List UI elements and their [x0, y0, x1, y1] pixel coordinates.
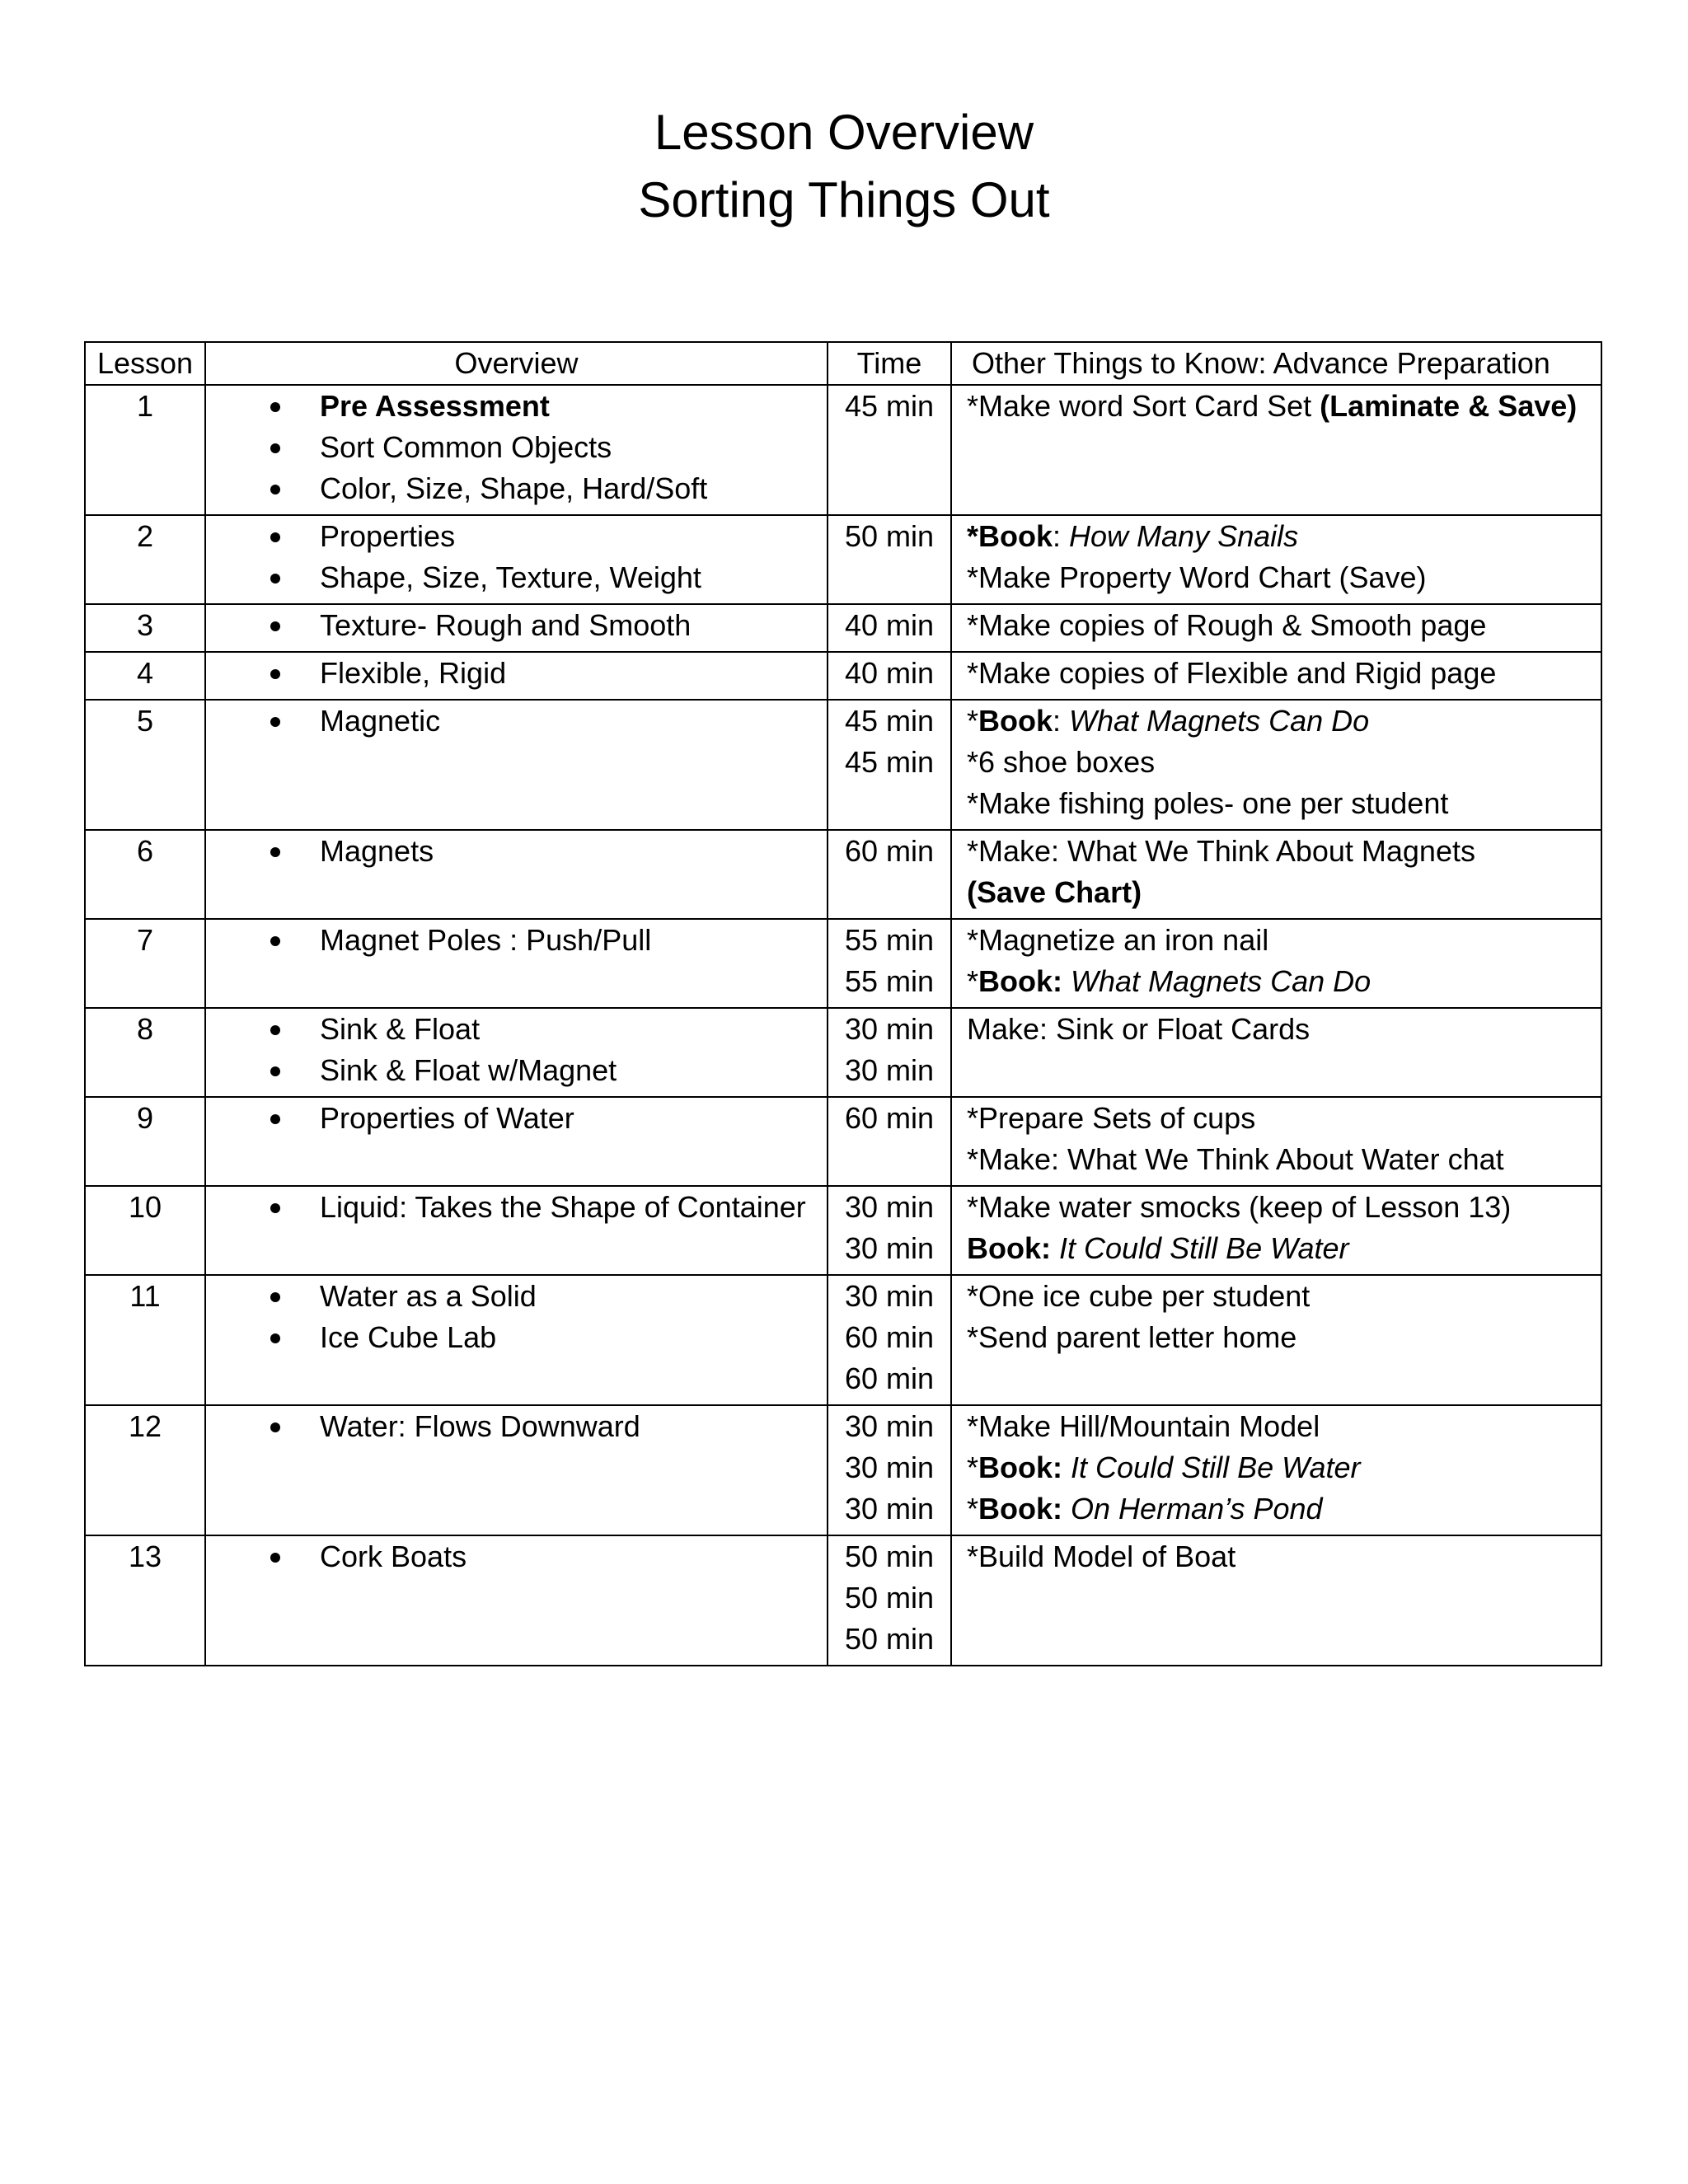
- overview-cell: [205, 1535, 828, 1666]
- emphasis-text: Book:: [978, 1451, 1063, 1484]
- overview-list: [206, 516, 827, 598]
- time-cell: [828, 700, 951, 830]
- table-row: [85, 830, 1601, 919]
- note-text: *Make fishing poles- one per student: [967, 786, 1449, 820]
- preparation-note: [967, 961, 1596, 1002]
- overview-cell: [205, 1275, 828, 1405]
- table-row: [85, 700, 1601, 830]
- preparation-cell: [951, 700, 1601, 830]
- overview-item-text: Sort Common Objects: [320, 430, 612, 464]
- time-value: 55 min: [844, 923, 935, 957]
- bullet-icon: [270, 1025, 280, 1035]
- overview-list: [206, 386, 827, 509]
- time-value: 30 min: [844, 1190, 935, 1224]
- bullet-icon: [270, 485, 280, 494]
- overview-item: [206, 1276, 827, 1317]
- overview-list: [206, 1187, 827, 1228]
- note-text: *: [967, 1492, 979, 1526]
- note-text: [1051, 1231, 1059, 1265]
- time-cell: [828, 919, 951, 1008]
- preparation-note: [967, 653, 1596, 694]
- time-value: 60 min: [844, 834, 935, 868]
- preparation-cell: [951, 515, 1601, 604]
- overview-item-text: Sink & Float w/Magnet: [320, 1053, 617, 1087]
- note-text: *Make Property Word Chart (Save): [967, 560, 1427, 594]
- note-text: *Make: What We Think About Water chat: [967, 1142, 1504, 1176]
- time-cell: [828, 830, 951, 919]
- bullet-icon: [270, 1066, 280, 1076]
- time-value: 60 min: [844, 1361, 935, 1395]
- emphasis-text: Book: [978, 704, 1053, 738]
- overview-list: [206, 1406, 827, 1447]
- table-row: [85, 515, 1601, 604]
- overview-list: [206, 920, 827, 961]
- overview-cell: [205, 652, 828, 700]
- preparation-note: [967, 1276, 1596, 1317]
- preparation-note: [967, 742, 1596, 783]
- overview-cell: [205, 1097, 828, 1186]
- note-text: *: [967, 704, 979, 738]
- preparation-cell: [951, 1008, 1601, 1097]
- bullet-icon: [270, 1333, 280, 1343]
- overview-item: [206, 516, 827, 557]
- bullet-icon: [270, 443, 280, 453]
- preparation-note: [967, 1098, 1596, 1139]
- preparation-cell: [951, 652, 1601, 700]
- preparation-cell: [951, 1535, 1601, 1666]
- overview-item-text: Water: Flows Downward: [320, 1409, 640, 1443]
- column-header-overview: Overview: [205, 342, 828, 385]
- bullet-icon: [270, 574, 280, 583]
- preparation-cell: [951, 385, 1601, 515]
- book-title: What Magnets Can Do: [1069, 704, 1370, 738]
- preparation-note: [967, 1317, 1596, 1358]
- overview-item: [206, 468, 827, 509]
- lesson-number-cell: 13: [85, 1535, 205, 1666]
- time-value: 45 min: [844, 389, 935, 423]
- time-cell: [828, 515, 951, 604]
- lesson-number-cell: 9: [85, 1097, 205, 1186]
- time-cell: [828, 385, 951, 515]
- bullet-icon: [270, 621, 280, 631]
- note-text: :: [1053, 519, 1070, 553]
- time-cell: [828, 1405, 951, 1535]
- overview-item: [206, 1536, 827, 1577]
- time-value: 60 min: [844, 1320, 935, 1354]
- book-title: It Could Still Be Water: [1071, 1451, 1361, 1484]
- overview-list: [206, 1536, 827, 1577]
- overview-item-text: Properties: [320, 519, 456, 553]
- time-value: 50 min: [844, 1622, 935, 1656]
- time-value: 30 min: [844, 1053, 935, 1087]
- note-text: [1062, 964, 1071, 998]
- lesson-number-cell: 8: [85, 1008, 205, 1097]
- time-value: 30 min: [844, 1409, 935, 1443]
- lesson-number-cell: 6: [85, 830, 205, 919]
- preparation-note: [967, 1406, 1596, 1447]
- emphasis-text: Book:: [978, 964, 1063, 998]
- time-value: 30 min: [844, 1451, 935, 1484]
- time-cell: [828, 1275, 951, 1405]
- note-text: *Make word Sort Card Set: [967, 389, 1320, 423]
- lesson-number-cell: 12: [85, 1405, 205, 1535]
- time-value: 40 min: [844, 656, 935, 690]
- preparation-note: [967, 1139, 1596, 1180]
- time-value: 60 min: [844, 1101, 935, 1135]
- note-text: Make: Sink or Float Cards: [967, 1012, 1311, 1046]
- overview-cell: [205, 1008, 828, 1097]
- note-text: :: [1053, 704, 1070, 738]
- overview-item: [206, 1187, 827, 1228]
- table-row: [85, 1535, 1601, 1666]
- page-title: Lesson Overview: [654, 105, 1034, 160]
- note-text: [1062, 1492, 1071, 1526]
- note-text: *Prepare Sets of cups: [967, 1101, 1256, 1135]
- lesson-overview-table: [84, 341, 1602, 1666]
- time-cell: [828, 604, 951, 652]
- overview-cell: [205, 515, 828, 604]
- overview-item-text: Texture- Rough and Smooth: [320, 608, 692, 642]
- lesson-number-cell: 3: [85, 604, 205, 652]
- preparation-note: [967, 1488, 1596, 1530]
- overview-cell: [205, 1405, 828, 1535]
- overview-item: [206, 920, 827, 961]
- overview-item: [206, 1317, 827, 1358]
- table-row: [85, 604, 1601, 652]
- overview-list: [206, 831, 827, 872]
- preparation-note: [967, 920, 1596, 961]
- lesson-number-cell: 4: [85, 652, 205, 700]
- note-text: *6 shoe boxes: [967, 745, 1156, 779]
- emphasis-text: Book:: [978, 1492, 1063, 1526]
- preparation-note: [967, 1536, 1596, 1577]
- overview-item: [206, 1098, 827, 1139]
- overview-item-text: Flexible, Rigid: [320, 656, 507, 690]
- preparation-note: [967, 1009, 1596, 1050]
- book-title: How Many Snails: [1069, 519, 1299, 553]
- note-text: *Send parent letter home: [967, 1320, 1297, 1354]
- preparation-cell: [951, 1097, 1601, 1186]
- overview-list: [206, 701, 827, 742]
- time-value: 30 min: [844, 1279, 935, 1313]
- preparation-cell: [951, 1186, 1601, 1275]
- overview-item: [206, 1406, 827, 1447]
- overview-item-text: Cork Boats: [320, 1540, 467, 1573]
- table-row: [85, 1186, 1601, 1275]
- preparation-note: [967, 701, 1596, 742]
- overview-cell: [205, 919, 828, 1008]
- lesson-number-cell: 5: [85, 700, 205, 830]
- emphasis-text: (Save Chart): [967, 875, 1142, 909]
- time-cell: [828, 652, 951, 700]
- overview-item: [206, 1009, 827, 1050]
- preparation-note: [967, 1228, 1596, 1269]
- overview-cell: [205, 1186, 828, 1275]
- column-header-lesson: Lesson: [85, 342, 205, 385]
- overview-item: [206, 605, 827, 646]
- preparation-note: [967, 1187, 1596, 1228]
- overview-item: [206, 386, 827, 427]
- column-header-time: Time: [828, 342, 951, 385]
- overview-list: [206, 1098, 827, 1139]
- bullet-icon: [270, 532, 280, 542]
- overview-item-text: Magnets: [320, 834, 434, 868]
- page-subtitle: Sorting Things Out: [638, 172, 1050, 227]
- time-value: 50 min: [844, 519, 935, 553]
- overview-item: [206, 653, 827, 694]
- emphasis-text: *Book: [967, 519, 1053, 553]
- preparation-note: [967, 516, 1596, 557]
- time-cell: [828, 1535, 951, 1666]
- overview-cell: [205, 830, 828, 919]
- emphasis-text: (Laminate & Save): [1320, 389, 1578, 423]
- preparation-cell: [951, 1405, 1601, 1535]
- overview-cell: [205, 385, 828, 515]
- preparation-cell: [951, 919, 1601, 1008]
- bullet-icon: [270, 669, 280, 679]
- preparation-note: [967, 386, 1596, 427]
- preparation-cell: [951, 830, 1601, 919]
- table-row: [85, 1008, 1601, 1097]
- overview-item-text: Color, Size, Shape, Hard/Soft: [320, 471, 708, 505]
- note-text: *Make copies of Flexible and Rigid page: [967, 656, 1497, 690]
- note-text: *Build Model of Boat: [967, 1540, 1236, 1573]
- table-row: [85, 1097, 1601, 1186]
- overview-list: [206, 1276, 827, 1358]
- overview-item-text: Liquid: Takes the Shape of Container: [320, 1190, 806, 1224]
- note-text: *Make copies of Rough & Smooth page: [967, 608, 1487, 642]
- overview-list: [206, 1009, 827, 1091]
- time-value: 45 min: [844, 704, 935, 738]
- book-title: What Magnets Can Do: [1071, 964, 1372, 998]
- overview-list: [206, 605, 827, 646]
- preparation-cell: [951, 1275, 1601, 1405]
- book-title: On Herman’s Pond: [1071, 1492, 1323, 1526]
- table-header-row: [85, 342, 1601, 385]
- time-cell: [828, 1186, 951, 1275]
- book-title: It Could Still Be Water: [1059, 1231, 1349, 1265]
- note-text: [1062, 1451, 1071, 1484]
- overview-item-text: Pre Assessment: [320, 389, 550, 423]
- overview-item-text: Magnet Poles : Push/Pull: [320, 923, 652, 957]
- bullet-icon: [270, 936, 280, 946]
- overview-item-text: Sink & Float: [320, 1012, 481, 1046]
- preparation-note: [967, 605, 1596, 646]
- overview-item-text: Magnetic: [320, 704, 441, 738]
- overview-item-text: Properties of Water: [320, 1101, 574, 1135]
- time-value: 50 min: [844, 1581, 935, 1615]
- column-header-advance-preparation: Other Things to Know: Advance Preparation: [951, 342, 1601, 385]
- time-value: 30 min: [844, 1012, 935, 1046]
- overview-list: [206, 653, 827, 694]
- overview-item: [206, 1050, 827, 1091]
- preparation-note: [967, 783, 1596, 824]
- overview-item-text: Ice Cube Lab: [320, 1320, 497, 1354]
- overview-item: [206, 831, 827, 872]
- table-row: [85, 1405, 1601, 1535]
- lesson-number-cell: 11: [85, 1275, 205, 1405]
- time-value: 30 min: [844, 1231, 935, 1265]
- emphasis-text: Book:: [967, 1231, 1051, 1265]
- time-value: 50 min: [844, 1540, 935, 1573]
- overview-item: [206, 427, 827, 468]
- preparation-note: [967, 872, 1596, 913]
- bullet-icon: [270, 1203, 280, 1213]
- table-row: [85, 385, 1601, 515]
- page-header: [0, 99, 1688, 234]
- table-row: [85, 919, 1601, 1008]
- note-text: *One ice cube per student: [967, 1279, 1311, 1313]
- bullet-icon: [270, 847, 280, 857]
- time-cell: [828, 1097, 951, 1186]
- preparation-cell: [951, 604, 1601, 652]
- overview-item: [206, 701, 827, 742]
- bullet-icon: [270, 1292, 280, 1302]
- time-cell: [828, 1008, 951, 1097]
- time-value: 30 min: [844, 1492, 935, 1526]
- note-text: *: [967, 1451, 979, 1484]
- note-text: *: [967, 964, 979, 998]
- time-value: 55 min: [844, 964, 935, 998]
- preparation-note: [967, 1447, 1596, 1488]
- bullet-icon: [270, 717, 280, 727]
- lesson-number-cell: 10: [85, 1186, 205, 1275]
- note-text: *Make water smocks (keep of Lesson 13): [967, 1190, 1512, 1224]
- preparation-note: [967, 557, 1596, 598]
- time-value: 40 min: [844, 608, 935, 642]
- overview-item-text: Water as a Solid: [320, 1279, 537, 1313]
- lesson-number-cell: 1: [85, 385, 205, 515]
- preparation-note: [967, 831, 1596, 872]
- note-text: *Make: What We Think About Magnets: [967, 834, 1475, 868]
- overview-item: [206, 557, 827, 598]
- overview-cell: [205, 700, 828, 830]
- overview-item-text: Shape, Size, Texture, Weight: [320, 560, 701, 594]
- time-value: 45 min: [844, 745, 935, 779]
- table-row: [85, 652, 1601, 700]
- lesson-number-cell: 2: [85, 515, 205, 604]
- note-text: *Magnetize an iron nail: [967, 923, 1269, 957]
- bullet-icon: [270, 1553, 280, 1563]
- overview-cell: [205, 604, 828, 652]
- table-body: [85, 385, 1601, 1666]
- bullet-icon: [270, 1114, 280, 1124]
- table-row: [85, 1275, 1601, 1405]
- lesson-number-cell: 7: [85, 919, 205, 1008]
- bullet-icon: [270, 1422, 280, 1432]
- bullet-icon: [270, 402, 280, 412]
- note-text: *Make Hill/Mountain Model: [967, 1409, 1320, 1443]
